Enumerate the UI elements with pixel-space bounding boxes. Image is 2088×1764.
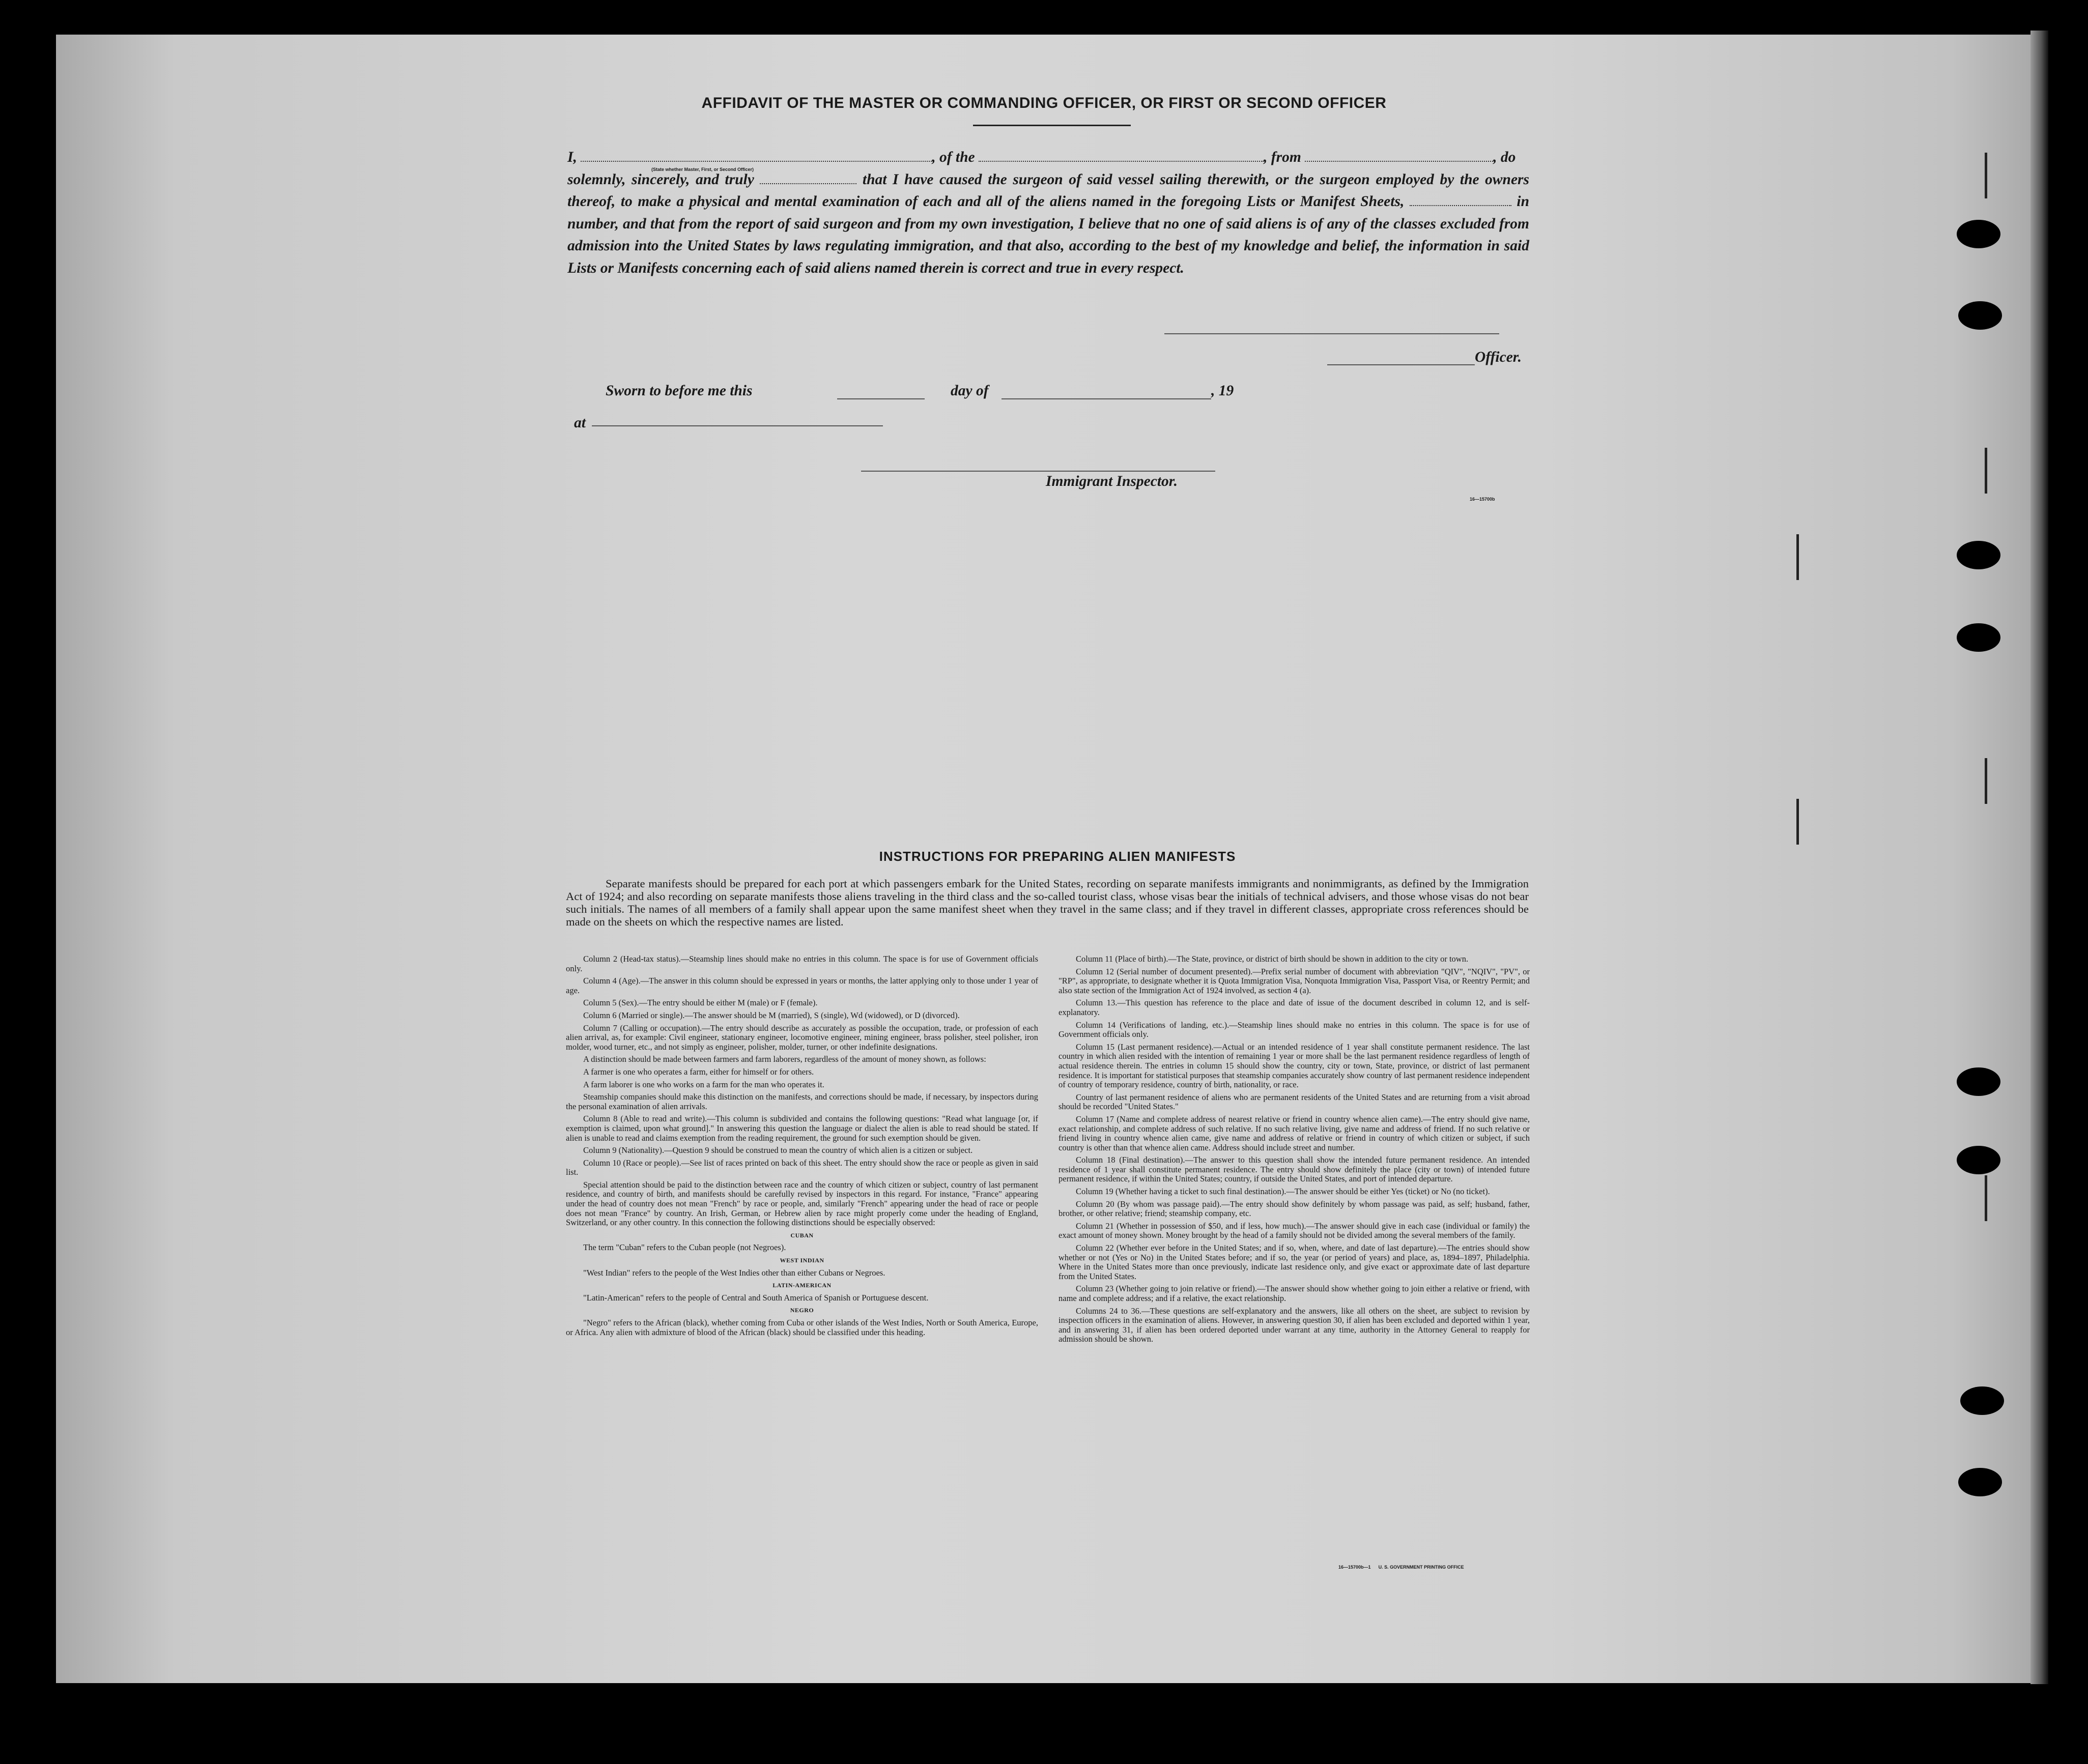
port-from-field[interactable]: [1305, 151, 1493, 162]
instruction-paragraph: Columns 24 to 36.—These questions are self-explanatory and the answers, like all others on the sheet, are subject to revision by inspection officers in the examination of aliens. However, in answering question 30, if alien has been excluded and deported within 1 year, and in answering 31, if alien has been ordered deported under warrant at any time, authority in the Attorney General to reapply for admission should be shown.: [1059, 1306, 1530, 1344]
instruction-paragraph: Column 21 (Whether in possession of $50, and if less, how much).—The answer should give in each case (individual or family) the exact amount of money shown. Money brought by the head of a family should not be divided among the several members of the family.: [1059, 1221, 1530, 1240]
affidavit-i: I,: [567, 149, 577, 165]
footer-codes: [1338, 1565, 1464, 1570]
instruction-paragraph: Country of last permanent residence of aliens who are permanent residents of the United States and are returning from a visit abroad should be recorded "United States.": [1059, 1092, 1530, 1112]
cuban-heading: CUBAN: [790, 1231, 814, 1239]
instructions-title: INSTRUCTIONS FOR PREPARING ALIEN MANIFESTS: [879, 849, 1236, 864]
footer-form-code: 16—15700b—1: [1338, 1565, 1371, 1570]
binder-hole: [1957, 1067, 2000, 1096]
officer-rank-note: (State whether Master, First, or Second Officer): [651, 167, 754, 172]
west-indian-definition: "West Indian" refers to the people of the West Indies other than either Cubans or Negroes.: [583, 1267, 885, 1278]
signature-line[interactable]: [1164, 333, 1499, 334]
form-code: 16—15700b: [1470, 497, 1495, 502]
instruction-paragraph: Column 18 (Final destination).—The answer to this question shall show the intended future permanent residence. An intended residence of 1 year shall constitute permanent residence. The entry should show definitely the place (city or town) of intended future permanent residence, if within the United States; country, if outside the United States, and port of intended departure.: [1059, 1155, 1530, 1184]
binder-hole: [1958, 301, 2002, 330]
registration-mark: [1796, 534, 1799, 580]
instruction-paragraph: A farmer is one who operates a farm, either for himself or for others.: [583, 1066, 814, 1077]
instructions-intro: Separate manifests should be prepared for each port at which passengers embark for the United States, recording on separate manifests immigrants and nonimmigrants, as defined by the Immigration Act of 1924; and also recording on separate manifests those aliens traveling in the third class and the so-called tourist class, whose visas bear the initials of technical advisers, and those whose visas do not bear such initials. The names of all members of a family shall appear upon the same manifest sheet when they travel in the same class; and if they travel in different classes, appropriate cross references should be made on the sheets on which the respective names are listed.: [566, 877, 1529, 928]
solemnly-text: solemnly, sincerely, and truly: [567, 171, 754, 188]
instruction-paragraph: Column 19 (Whether having a ticket to such final destination).—The answer should be either Yes (ticket) or No (no ticket).: [1076, 1187, 1490, 1197]
instruction-paragraph: Special attention should be paid to the distinction between race and the country of which citizen or subject, country of last permanent residence, and country of birth, and manifests should be carefully revised by inspectors in this regard. For instance, "France" appearing under the head of country does not mean "French" by race or people, and, similarly "French" appearing under the head of race or people does not mean "France" by country. An Irish, German, or Hebrew alien by race might properly come under the heading of England, Switzerland, or any other country. In this connection the following distinctions should be especially observed:: [566, 1179, 1038, 1228]
instruction-paragraph: Column 7 (Calling or occupation).—The entry should describe as accurately as possible the occupation, trade, or profession of each alien arrival, as, for example: Civil engineer, stationary engineer, locomotive engineer, mining engineer, brass polisher, steel polisher, iron molder, wood turner, etc., and not simply as engineer, polisher, molder, turner, or other indefinite designations.: [566, 1023, 1038, 1052]
instruction-paragraph: Column 12 (Serial number of document presented).—Prefix serial number of document with abbreviation "QIV", "NQIV", "PV", or "RP", as appropriate, to designate whether it is Quota Immigration Visa, Nonquota Immigration Visa, Passport Visa, or Reentry Permit; and also state section of the Immigration Act of 1924 involved, as section 4 (a).: [1059, 966, 1530, 995]
binder-hole: [1957, 220, 2000, 248]
footer-printing-office: U. S. GOVERNMENT PRINTING OFFICE: [1378, 1565, 1464, 1570]
instruction-paragraph: Column 17 (Name and complete address of nearest relative or friend in country whence alien came).—The entry should give name, exact relationship, and complete address of such relative. If no such relative living, give name and address of friend. If no such relative or friend living in country whence alien came, give name and address of relative or friend in country of which citizen or subject, if such country is other than that whence alien came. Address should include street and number.: [1059, 1114, 1530, 1152]
officer-rank-field[interactable]: [581, 151, 932, 162]
binder-hole: [1957, 541, 2000, 569]
instruction-paragraph: Column 13.—This question has reference to the place and date of issue of the document described in column 12, and is self-explanatory.: [1059, 998, 1530, 1017]
instruction-paragraph: Column 8 (Able to read and write).—This column is subdivided and contains the following questions: "Read what language [or, if exemption is claimed, upon what ground]." In answering this question the language or dialect the alien is able to read should be stated. If alien is unable to read and claims exemption from the reading requirement, the ground for such exemption should be given.: [566, 1114, 1038, 1143]
inspector-signature-line[interactable]: [861, 471, 1215, 472]
instruction-paragraph: Column 22 (Whether ever before in the United States; and if so, when, where, and date of last departure).—The entries should show whether or not (Yes or No) in the United States before; and if so, the year (or period of years) and place, as, 1894–1897, Philadelphia. Where in the United States more than once previously, indicate last residence only, and give exact or approximate date of last departure from the United States.: [1059, 1243, 1530, 1281]
cuban-definition: The term "Cuban" refers to the Cuban people (not Negroes).: [583, 1242, 786, 1253]
binder-hole: [1958, 1468, 2002, 1496]
binder-hole: [1957, 1146, 2000, 1174]
instruction-paragraph: Column 9 (Nationality).—Question 9 should be construed to mean the country of which alien is a citizen or subject.: [583, 1145, 973, 1155]
instructions-right-column: [1059, 955, 1530, 1347]
latin-american-heading: LATIN-AMERICAN: [773, 1282, 832, 1289]
instruction-paragraph: Column 23 (Whether going to join relative or friend).—The answer should show whether going to join either a relative or friend, with name and complete address; and if a relative, the exact relationship.: [1059, 1284, 1530, 1303]
sworn-label: Sworn to before me this: [606, 383, 753, 399]
instruction-paragraph: Column 15 (Last permanent residence).—Actual or an intended residence of 1 year shall constitute permanent residence. The last country in which alien resided with the intention of remaining 1 year or more shall be the last permanent residence regardless of length of actual residence therein. The entries in column 15 should show the country, city or town, State, province, or district of last permanent residence. It is important for statistical purposes that steamship companies accurately show country of last permanent residence independent of country of temporary residence, country of birth, nationality, or race.: [1059, 1042, 1530, 1090]
instruction-paragraph: Column 10 (Race or people).—See list of races printed on back of this sheet. The entry should show the race or people as given in said list.: [566, 1158, 1038, 1177]
title-rule: [973, 125, 1131, 126]
sworn-day-field[interactable]: [837, 398, 925, 399]
instruction-paragraph: Column 4 (Age).—The answer in this column should be expressed in years or months, the latter applying only to those under 1 year of age.: [566, 976, 1038, 995]
instruction-paragraph: Column 2 (Head-tax status).—Steamship lines should make no entries in this column. The space is for use of Government officials only.: [566, 954, 1038, 973]
at-label: at: [574, 415, 586, 431]
registration-mark: [1796, 799, 1799, 845]
instruction-paragraph: Column 14 (Verifications of landing, etc.).—Steamship lines should make no entries in this column. The space is for use of Government officials only.: [1059, 1020, 1530, 1039]
affidavit-title: AFFIDAVIT OF THE MASTER OR COMMANDING OFFICER, OR FIRST OR SECOND OFFICER: [701, 95, 1387, 111]
instruction-paragraph: Steamship companies should make this distinction on the manifests, and corrections should be made, if necessary, by inspectors during the personal examination of alien arrivals.: [566, 1092, 1038, 1111]
instruction-paragraph: Column 11 (Place of birth).—The State, province, or district of birth should be shown in addition to the city or town.: [1076, 954, 1469, 964]
instruction-paragraph: Column 20 (By whom was passage paid).—The entry should show definitely by whom passage was paid, as self; husband, father, brother, or other relative; friend; steamship company, etc.: [1059, 1199, 1530, 1219]
affidavit-text: that I have caused the surgeon of said vessel sailing therewith, or the surgeon employed by the owners thereof, to make a physical and mental examination of each and all of the aliens named in the foregoing Lists or Manifest Sheets,: [567, 171, 1530, 210]
instruction-paragraph: A farm laborer is one who works on a farm for the man who operates it.: [583, 1079, 824, 1089]
registration-mark: [1985, 758, 1987, 804]
registration-mark: [1985, 1175, 1987, 1221]
registration-mark: [1985, 448, 1987, 494]
instruction-paragraph: Column 6 (Married or single).—The answer should be M (married), S (single), Wd (widowed), or D (divorced).: [583, 1010, 960, 1020]
west-indian-heading: WEST INDIAN: [780, 1257, 824, 1264]
negro-heading: NEGRO: [790, 1307, 814, 1314]
alien-count-field[interactable]: [1410, 195, 1511, 206]
day-of-label: day of: [951, 383, 989, 399]
latin-american-definition: "Latin-American" refers to the people of Central and South America of Spanish or Portuguese descent.: [583, 1292, 929, 1303]
from-label: , from: [1264, 149, 1301, 165]
vessel-name-field[interactable]: [979, 151, 1264, 162]
instruction-paragraph: Column 5 (Sex).—The entry should be either M (male) or F (female).: [583, 998, 818, 1008]
inspector-label: Immigrant Inspector.: [1046, 473, 1178, 489]
sworn-month-field[interactable]: [1002, 398, 1211, 399]
binder-hole: [1960, 1386, 2004, 1415]
do-label: , do: [1493, 149, 1516, 165]
officer-rank-line[interactable]: [1327, 364, 1475, 365]
instruction-paragraph: A distinction should be made between farmers and farm laborers, regardless of the amount of money shown, as follows:: [583, 1054, 986, 1064]
affidavit-text-2: in number, and that from the report of said surgeon and from my own investigation, I believe that no one of said aliens is of any of the classes excluded from admission into the United States by laws regulating immigration, and that also, according to the best of my knowledge and belief, the information in said Lists or Manifests concerning each of said aliens named therein is correct and true in every respect.: [567, 193, 1530, 276]
of-the-label: , of the: [932, 149, 975, 165]
year-label: , 19: [1211, 383, 1234, 399]
instructions-left-column: [566, 955, 1038, 1340]
negro-definition: "Negro" refers to the African (black), whether coming from Cuba or other islands of the West Indies, North or South America, Europe, or Africa. Any alien with admixture of blood of the African (black) should be classified under this heading.: [566, 1318, 1038, 1337]
sworn-place-field[interactable]: [592, 425, 883, 426]
binder-hole: [1957, 623, 2000, 652]
sworn-or-affirmed-field[interactable]: [760, 173, 856, 184]
registration-mark: [1985, 153, 1987, 198]
officer-label: Officer.: [1475, 349, 1522, 365]
